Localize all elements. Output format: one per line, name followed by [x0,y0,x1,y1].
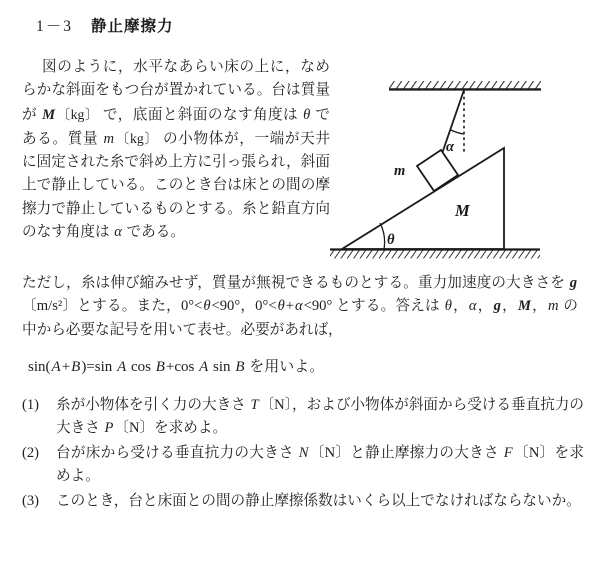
list-item [22,442,584,489]
conditions-paragraph [22,272,578,342]
list-item [22,490,584,513]
small-mass-label: m [394,163,406,179]
question-text: 糸が小物体を引く力の大きさ T〔N〕，および小物体が斜面から受ける垂直抗力の大きさ P〔N〕を求めよ。 [56,397,584,437]
formula-runs: sin(A+B)=sin A cos B+cos A sin B を用いよ。 [28,359,325,375]
large-mass-label: M [455,201,470,220]
ceiling-support [389,81,541,89]
question-text: 台が床から受ける垂直抗力の大きさ N〔N〕と静止摩擦力の大きさ F〔N〕を求めよ。 [56,444,584,485]
addition-formula [28,355,568,376]
page-title [36,14,174,36]
list-item [22,394,584,441]
question-number: (3) [22,492,40,509]
paragraph-1 [22,56,330,244]
small-block [417,150,458,191]
floor-support [330,250,540,259]
physics-figure [322,58,588,263]
theta-angle-arc [380,223,385,249]
paragraph-2-runs: ただし，糸は伸び縮みせず，質量が無視できるものとする。重力加速度の大きさを g〔m/s²〕とする。また，0°<θ<90°，0°<θ+α<90° とする。答えは θ，α，g，M，m の中から必要な記号を用いて表せ。必要があれば， [22,275,578,338]
alpha-angle-arc [451,130,464,134]
question-list [22,394,584,514]
question-text: このとき，台と床面との間の静止摩擦係数はいくら以上でなければならないか。 [56,492,581,509]
section-title: 静止摩擦力 [91,18,174,35]
question-number: (1) [22,397,40,413]
theta-label: θ [387,232,395,248]
section-number: 1－3 [36,18,74,35]
paragraph-2 [22,272,578,342]
paragraph-1-runs: 図のように，水平なあらい床の上に，なめらかな斜面をもつ台が置かれている。台は質量が M〔kg〕 で，底面と斜面のなす角度は θ である。質量 m〔kg〕 の小物体が，一端が天井に固定された糸で斜め上方に引っ張られ，斜面上で静止している。このとき台は床との間の摩擦力で静止しているものとする。糸と鉛直方向のなす角度は α である。 [22,59,330,241]
intro-paragraph [22,56,330,244]
alpha-label: α [446,139,455,155]
question-number: (2) [22,444,40,461]
